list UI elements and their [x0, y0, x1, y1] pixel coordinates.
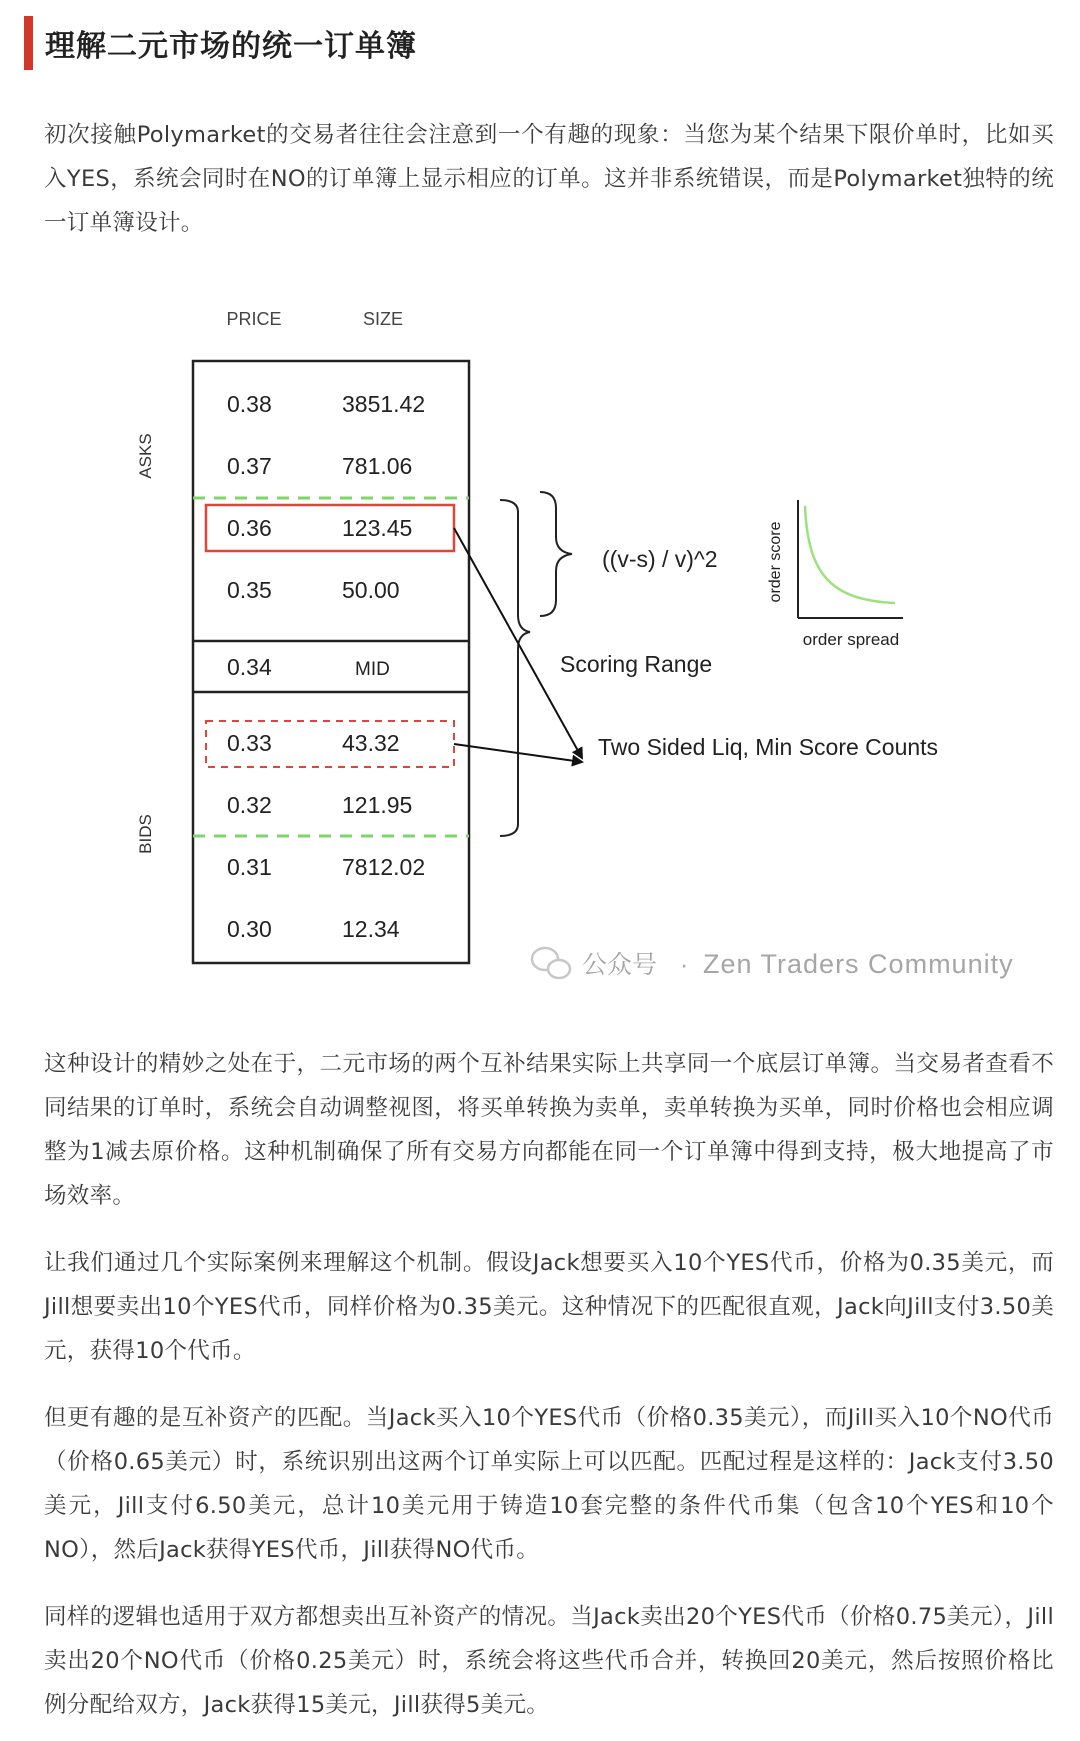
ask-price: 0.37 — [227, 453, 272, 479]
score-curve — [805, 506, 895, 603]
ask-price: 0.36 — [227, 515, 272, 541]
heading-title: 理解二元市场的统一订单簿 — [45, 29, 417, 64]
paragraph-example: 让我们通过几个实际案例来理解这个机制。假设Jack想要买入10个YES代币，价格为0.35美元，而Jill想要卖出10个YES代币，同样价格为0.35美元。这种情况下的匹配很直观，Jack向Jill支付3.50美元，获得10个代币。 — [44, 1250, 1054, 1364]
mid-label: MID — [355, 659, 390, 680]
bid-price: 0.31 — [227, 854, 272, 880]
ask-price: 0.35 — [227, 577, 272, 603]
asks-label: ASKS — [136, 433, 155, 479]
orderbook-figure — [0, 262, 1080, 1022]
size-column-header: SIZE — [362, 309, 404, 329]
watermark-name: Zen Traders Community — [703, 949, 1014, 979]
formula-text: ((v-s) / v)^2 — [602, 546, 718, 572]
scoring-range-text: Scoring Range — [560, 651, 713, 677]
price-column-header: PRICE — [226, 309, 282, 329]
watermark-brand: 公众号 — [582, 951, 658, 979]
section-heading — [24, 16, 417, 70]
bid-size: 12.34 — [342, 916, 400, 942]
bid-size: 121.95 — [342, 792, 413, 818]
two-sided-text: Two Sided Liq, Min Score Counts — [598, 734, 939, 760]
ask-size: 781.06 — [342, 453, 413, 479]
scoring-range-bracket — [500, 500, 530, 836]
paragraph-sell: 同样的逻辑也适用于双方都想卖出互补资产的情况。当Jack卖出20个YES代币（价格0.75美元），Jill卖出20个NO代币（价格0.25美元）时，系统会将这些代币合并，转换回20美元，然后按照价格比例分配给双方，Jack获得15美元，Jill获得5美元。 — [44, 1604, 1054, 1718]
ask-size: 50.00 — [342, 577, 400, 603]
bid-price: 0.33 — [227, 730, 272, 756]
heading-accent-bar — [24, 16, 33, 70]
bid-size: 43.32 — [342, 730, 400, 756]
orderbook-diagram — [0, 262, 1080, 1022]
mini-chart-ylabel: order score — [767, 521, 784, 603]
bid-price: 0.32 — [227, 792, 272, 818]
paragraph-complement: 但更有趣的是互补资产的匹配。当Jack买入10个YES代币（价格0.35美元），而Jill买入10个NO代币（价格0.65美元）时，系统识别出这两个订单实际上可以匹配。匹配过程是这样的：Jack支付3.50美元，Jill支付6.50美元，总计10美元用于铸造10套完整的条件代币集（包含10个YES和10个NO），然后Jack获得YES代币，Jill获得NO代币。 — [44, 1405, 1054, 1563]
watermark-separator: · — [680, 951, 689, 979]
paragraph-design: 这种设计的精妙之处在于，二元市场的两个互补结果实际上共享同一个底层订单簿。当交易者查看不同结果的订单时，系统会自动调整视图，将买单转换为卖单，卖单转换为买单，同时价格也会相应调整为1减去原价格。这种机制确保了所有交易方向都能在同一个订单簿中得到支持，极大地提高了市场效率。 — [44, 1051, 1054, 1209]
ask-size: 123.45 — [342, 515, 413, 541]
mini-chart-xlabel: order spread — [802, 630, 900, 649]
ask-size: 3851.42 — [342, 391, 426, 417]
formula-brace — [540, 492, 572, 616]
bid-price: 0.30 — [227, 916, 272, 942]
mid-price: 0.34 — [227, 654, 272, 680]
wechat-icon — [532, 948, 570, 978]
paragraph-intro: 初次接触Polymarket的交易者往往会注意到一个有趣的现象：当您为某个结果下限价单时，比如买入YES，系统会同时在NO的订单簿上显示相应的订单。这并非系统错误，而是Polymarket独特的统一订单簿设计。 — [44, 122, 1054, 236]
bid-size: 7812.02 — [342, 854, 426, 880]
bids-label: BIDS — [136, 814, 155, 854]
ask-price: 0.38 — [227, 391, 272, 417]
